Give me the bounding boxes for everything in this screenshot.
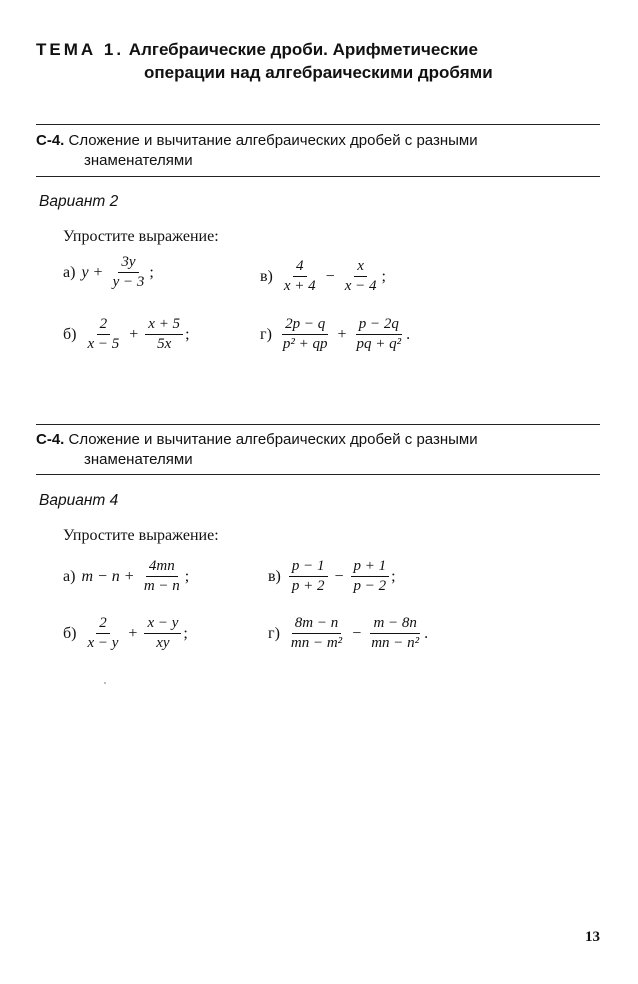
fraction-numerator: 2p − q (282, 316, 328, 335)
s1-b-fraction-1 (84, 316, 122, 353)
section-2-top-rule (36, 424, 600, 425)
fraction-denominator: y − 3 (112, 274, 145, 290)
s2-b-fraction-1 (84, 615, 121, 652)
s1-a-end: ; (149, 263, 154, 281)
s1-b-op: + (129, 325, 139, 343)
s1-v-label: в) (260, 267, 273, 285)
fraction-denominator: 5x (157, 336, 172, 352)
section-1-top-rule (36, 124, 600, 125)
fraction-numerator: p − 1 (289, 558, 328, 577)
fraction-numerator: p − 2q (356, 316, 402, 335)
fraction-numerator: 2 (96, 615, 110, 634)
section-1-code: С-4. (36, 132, 65, 149)
fraction-numerator: 8m − n (292, 615, 341, 634)
header-title-line-1: Алгебраические дроби. Арифметические (128, 40, 478, 59)
section-2-instruction: Упростите выражение: (63, 527, 219, 544)
s2-g-fraction-1 (288, 615, 345, 652)
s2-v-end: ; (391, 567, 396, 585)
s2-a-fraction (141, 558, 183, 595)
s2-a-term: m − n (81, 567, 120, 585)
s2-a-label: а) (63, 567, 76, 585)
s2-b-op: + (128, 624, 138, 642)
s2-g-op: − (352, 624, 362, 642)
s2-problem-g (268, 615, 428, 652)
s1-a-term: y (81, 263, 89, 281)
s1-problem-b (63, 316, 190, 353)
section-1-bottom-rule (36, 176, 600, 177)
s2-g-fraction-2 (368, 615, 422, 652)
fraction-denominator: xy (156, 635, 170, 651)
s2-b-label: б) (63, 624, 77, 642)
s1-v-fraction-2 (342, 258, 380, 295)
s1-g-op: + (337, 325, 347, 343)
s2-v-op: − (334, 567, 344, 585)
fraction-denominator: mn − m² (290, 635, 343, 651)
section-2-bottom-rule (36, 474, 600, 475)
header-title-line-2: операции над алгебраическими дробями (144, 63, 493, 82)
s2-problem-a (63, 558, 189, 595)
s2-a-end: ; (184, 567, 190, 585)
fraction-numerator: x − y (144, 615, 181, 634)
fraction-denominator: pq + q² (356, 336, 402, 352)
s1-g-fraction-2 (354, 316, 405, 353)
section-2-variant: Вариант 4 (39, 492, 119, 509)
s1-v-fraction-1 (281, 258, 319, 295)
fraction-numerator: p + 1 (351, 558, 390, 577)
s1-v-end: ; (381, 267, 386, 285)
fraction-numerator: m − 8n (370, 615, 419, 634)
s2-b-fraction-2 (144, 615, 181, 652)
s1-g-fraction-1 (280, 316, 331, 353)
s1-problem-g (260, 316, 410, 353)
s2-a-op: + (124, 567, 134, 585)
fraction-numerator: x + 5 (145, 316, 183, 335)
s1-problem-v (260, 258, 386, 295)
s1-problem-a (63, 254, 154, 291)
fraction-denominator: x + 4 (283, 278, 316, 294)
s2-v-label: в) (268, 567, 281, 585)
print-speck (104, 682, 106, 684)
fraction-numerator: 4 (293, 258, 307, 277)
section-2-title (36, 430, 596, 470)
fraction-denominator: x − y (87, 635, 119, 651)
fraction-denominator: p + 2 (291, 578, 325, 594)
fraction-numerator: 4mn (146, 558, 178, 577)
section-2-title-line-2: знаменателями (84, 451, 193, 468)
fraction-denominator: x − 4 (344, 278, 377, 294)
s1-a-label: а) (63, 263, 76, 281)
s1-b-end: ; (185, 325, 190, 343)
fraction-denominator: p − 2 (353, 578, 387, 594)
s1-a-op: + (93, 263, 103, 281)
s2-b-end: ; (183, 624, 188, 642)
s2-g-label: г) (268, 624, 280, 642)
fraction-numerator: 3y (118, 254, 138, 273)
tema-label: ТЕМА 1. (36, 40, 125, 59)
section-1-title-line-2: знаменателями (84, 152, 193, 169)
s2-problem-b (63, 615, 188, 652)
section-2-code: С-4. (36, 431, 65, 448)
section-1-title (36, 131, 596, 171)
fraction-denominator: p² + qp (282, 336, 328, 352)
page-number: 13 (585, 929, 600, 945)
section-1-title-line-1: Сложение и вычитание алгебраических дробей с разными (68, 132, 478, 149)
fraction-numerator: 2 (97, 316, 111, 335)
s1-g-label: г) (260, 325, 272, 343)
s1-b-label: б) (63, 325, 77, 343)
fraction-denominator: m − n (143, 578, 180, 594)
s2-g-end: . (424, 624, 429, 642)
s2-v-fraction-2 (351, 558, 390, 595)
s1-g-end: . (406, 325, 411, 343)
page-header (36, 38, 576, 84)
s2-v-fraction-1 (289, 558, 328, 595)
s1-a-fraction (110, 254, 148, 291)
header-line-1 (36, 38, 576, 61)
section-2-title-line-1: Сложение и вычитание алгебраических дробей с разными (68, 431, 478, 448)
fraction-numerator: x (354, 258, 367, 277)
fraction-denominator: mn − n² (371, 635, 420, 651)
s1-b-fraction-2 (145, 316, 183, 353)
section-1-instruction: Упростите выражение: (63, 228, 219, 245)
s1-v-op: − (325, 267, 335, 285)
s2-problem-v (268, 558, 396, 595)
fraction-denominator: x − 5 (87, 336, 120, 352)
section-1-variant: Вариант 2 (39, 193, 119, 210)
